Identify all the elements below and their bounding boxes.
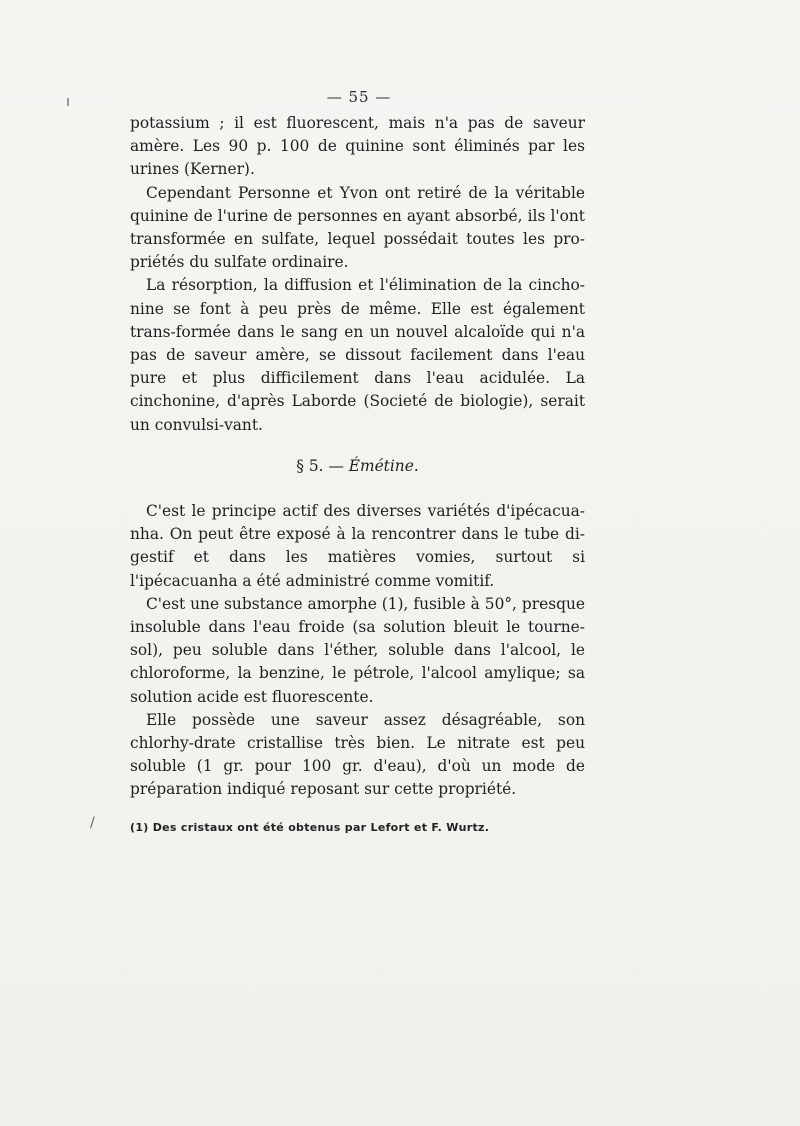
- paragraph-4: C'est le principe actif des diverses variétés d'ipécacua-nha. On peut être exposé à la rencontrer dans le tube di-gestif et dans les matières vomies, surtout si l'ipécacuanha a été administré comme vomitif.: [130, 502, 585, 590]
- page-number: — 55 —: [326, 88, 392, 106]
- section-number: § 5. —: [296, 456, 344, 475]
- body-text: [130, 112, 585, 802]
- paragraph-6: Elle possède une saveur assez désagréable, son chlorhy-drate cristallise très bien. Le nitrate est peu soluble (1 gr. pour 100 gr. d'eau), d'où un mode de préparation indiqué reposant sur cette propriété.: [130, 710, 585, 799]
- paragraph-3: La résorption, la diffusion et l'élimination de la cincho-nine se font à peu près de même. Elle est également trans-formée dans le sang en un nouvel alcaloïde qui n'a pas de saveur amère, se dissout facilement dans l'eau pure et plus difficilement dans l'eau acidulée. La cinchonine, d'après Laborde (Societé de biologie), serait un convulsi-vant.: [130, 276, 585, 434]
- paragraph-2: Cependant Personne et Yvon ont retiré de la véritable quinine de l'urine de personnes en ayant absorbé, ils l'ont transformée en sulfate, lequel possédait toutes les pro-priétés du sulfate ordinaire.: [130, 183, 585, 272]
- section-heading: [130, 455, 585, 478]
- footnote: (1) Des cristaux ont été obtenus par Lefort et F. Wurtz.: [130, 821, 490, 834]
- paragraph-5: C'est une substance amorphe (1), fusible à 50°, presque insoluble dans l'eau froide (sa solution bleuit le tourne-sol), peu soluble dans l'éther, soluble dans l'alcool, le chloroforme, la benzine, le pétrole, l'alcool amylique; sa solution acide est fluorescente.: [130, 594, 585, 706]
- margin-mark: /: [90, 815, 95, 831]
- margin-mark: ı: [66, 94, 70, 110]
- paragraph-1: potassium ; il est fluorescent, mais n'a pas de saveur amère. Les 90 p. 100 de quinine sont éliminés par les urines (Kerner).: [130, 114, 585, 179]
- section-title: Émétine.: [348, 456, 419, 475]
